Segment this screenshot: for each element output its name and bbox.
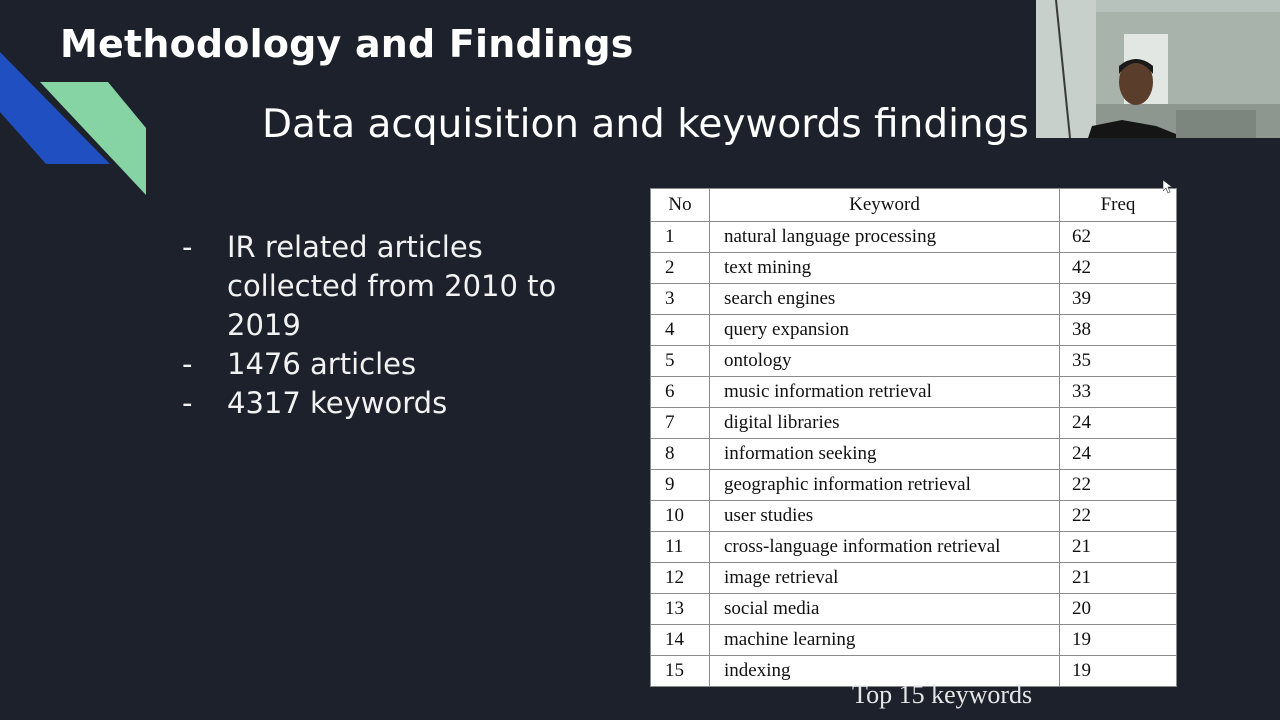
table-row	[651, 284, 1177, 315]
bullet-item	[182, 228, 602, 345]
mouse-cursor-icon	[1163, 180, 1173, 194]
row-keyword: ontology	[710, 346, 1060, 377]
table-header-row	[651, 189, 1177, 222]
row-number: 1	[651, 222, 710, 253]
bullet-list	[182, 228, 602, 423]
row-number: 10	[651, 501, 710, 532]
row-frequency: 42	[1060, 253, 1177, 284]
row-number: 14	[651, 625, 710, 656]
row-number: 2	[651, 253, 710, 284]
bullet-text: IR related articles collected from 2010 to 2019	[227, 230, 557, 342]
webcam-overlay	[1036, 0, 1280, 138]
bullet-marker: -	[182, 347, 193, 381]
row-frequency: 20	[1060, 594, 1177, 625]
row-keyword: natural language processing	[710, 222, 1060, 253]
row-number: 13	[651, 594, 710, 625]
row-keyword: indexing	[710, 656, 1060, 687]
row-frequency: 62	[1060, 222, 1177, 253]
row-frequency: 35	[1060, 346, 1177, 377]
row-frequency: 33	[1060, 377, 1177, 408]
bullet-item	[182, 384, 602, 423]
table-caption: Top 15 keywords	[852, 680, 1033, 709]
row-keyword: information seeking	[710, 439, 1060, 470]
row-frequency: 22	[1060, 501, 1177, 532]
bullet-marker: -	[182, 230, 193, 264]
table-row	[651, 501, 1177, 532]
table-row	[651, 253, 1177, 284]
row-frequency: 19	[1060, 625, 1177, 656]
row-keyword: geographic information retrieval	[710, 470, 1060, 501]
row-number: 8	[651, 439, 710, 470]
row-frequency: 21	[1060, 563, 1177, 594]
row-number: 12	[651, 563, 710, 594]
decorative-stripes	[0, 52, 150, 197]
row-number: 3	[651, 284, 710, 315]
row-frequency: 38	[1060, 315, 1177, 346]
row-keyword: text mining	[710, 253, 1060, 284]
table-row	[651, 439, 1177, 470]
row-frequency: 22	[1060, 470, 1177, 501]
header-freq: Freq	[1060, 189, 1177, 222]
bullet-text: 4317 keywords	[227, 386, 448, 420]
row-frequency: 21	[1060, 532, 1177, 563]
table-row	[651, 594, 1177, 625]
row-keyword: search engines	[710, 284, 1060, 315]
table-row	[651, 346, 1177, 377]
row-number: 4	[651, 315, 710, 346]
row-number: 5	[651, 346, 710, 377]
row-keyword: music information retrieval	[710, 377, 1060, 408]
table-row	[651, 470, 1177, 501]
row-number: 6	[651, 377, 710, 408]
table-row	[651, 563, 1177, 594]
row-frequency: 19	[1060, 656, 1177, 687]
row-keyword: user studies	[710, 501, 1060, 532]
header-no: No	[651, 189, 710, 222]
slide-title: Methodology and Findings	[60, 22, 634, 66]
row-keyword: image retrieval	[710, 563, 1060, 594]
header-keyword: Keyword	[710, 189, 1060, 222]
row-keyword: social media	[710, 594, 1060, 625]
row-frequency: 24	[1060, 439, 1177, 470]
row-frequency: 24	[1060, 408, 1177, 439]
row-keyword: query expansion	[710, 315, 1060, 346]
row-number: 9	[651, 470, 710, 501]
row-number: 11	[651, 532, 710, 563]
row-number: 15	[651, 656, 710, 687]
row-frequency: 39	[1060, 284, 1177, 315]
keywords-table	[650, 188, 1177, 687]
table-row	[651, 625, 1177, 656]
row-keyword: cross-language information retrieval	[710, 532, 1060, 563]
row-keyword: machine learning	[710, 625, 1060, 656]
table-row	[651, 377, 1177, 408]
bullet-item	[182, 345, 602, 384]
slide-subtitle: Data acquisition and keywords findings	[262, 102, 1029, 147]
table-row	[651, 408, 1177, 439]
table-row	[651, 222, 1177, 253]
table-row	[651, 532, 1177, 563]
bullet-marker: -	[182, 386, 193, 420]
row-number: 7	[651, 408, 710, 439]
row-keyword: digital libraries	[710, 408, 1060, 439]
bullet-text: 1476 articles	[227, 347, 417, 381]
table-body	[651, 222, 1177, 687]
table-row	[651, 315, 1177, 346]
